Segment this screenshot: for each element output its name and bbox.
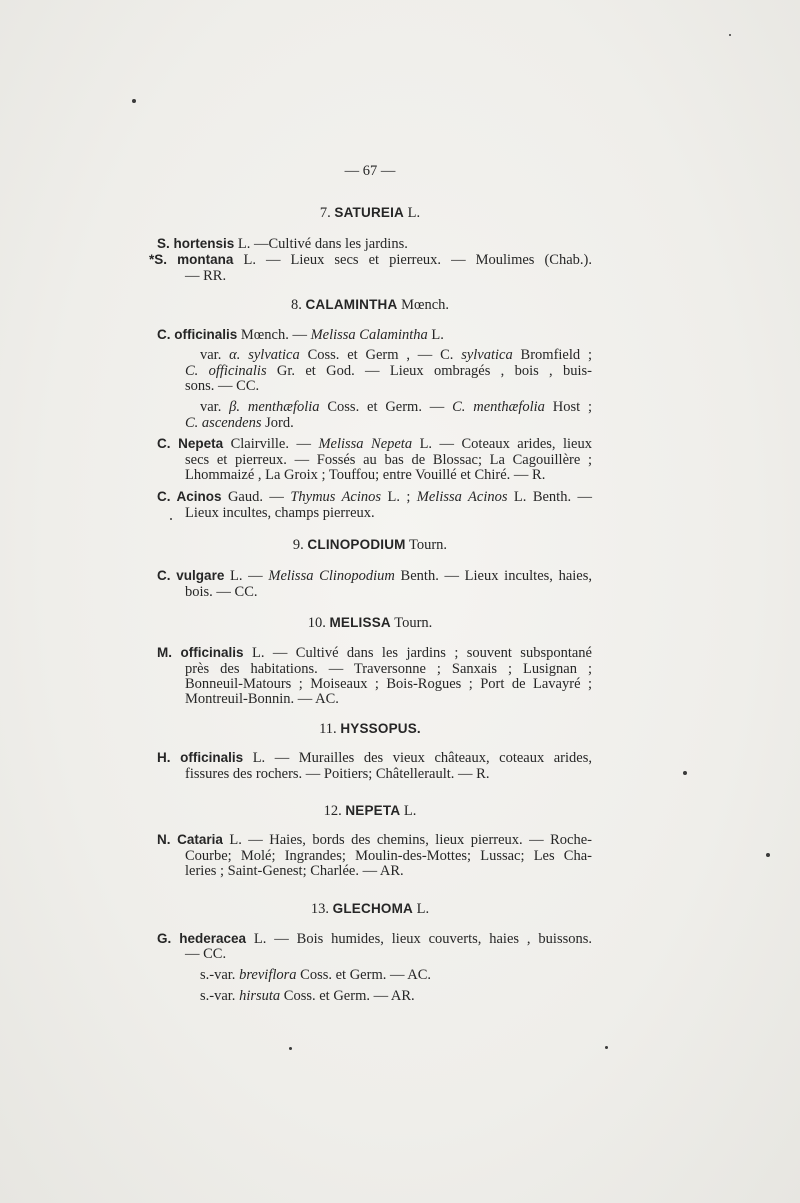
taxon-name: C. Nepeta	[157, 436, 224, 452]
genus-section-calamintha	[157, 297, 592, 521]
species-entry	[157, 645, 592, 708]
genus-author: Tourn.	[394, 614, 433, 631]
taxon-name: S. hortensis	[157, 235, 235, 251]
taxon-name: C. Acinos	[157, 489, 222, 505]
entry-text: L.	[427, 326, 444, 343]
text-line	[157, 750, 592, 766]
genus-section-hyssopus	[157, 721, 592, 782]
entry-text: Jord.	[261, 414, 294, 431]
entry-text: L. — Haies, bords des chemins, lieux pierreux. — Roche-	[222, 832, 592, 849]
entry-text: L. — Coteaux arides, lieux	[412, 436, 592, 453]
genus-name: CLINOPODIUM	[307, 537, 406, 552]
paper-speck	[132, 99, 136, 103]
italic-name: sylvatica	[461, 347, 513, 364]
genus-author: Tourn.	[409, 537, 448, 553]
entry-text: Gaud. —	[221, 489, 291, 506]
italic-name: α. sylvatica	[229, 347, 300, 364]
genus-number: 12.	[323, 802, 342, 819]
text-line	[157, 645, 592, 661]
text-line	[157, 436, 592, 452]
text-line	[157, 947, 592, 962]
genus-section-nepeta	[157, 803, 592, 880]
entry-text: — CC.	[185, 946, 227, 963]
entry-text: sons. — CC.	[185, 378, 260, 395]
entry-text: L. Benth. —	[507, 489, 592, 506]
genus-author: L.	[416, 901, 430, 918]
italic-name: C. menthæfolia	[452, 399, 545, 416]
species-entry	[157, 750, 592, 782]
text-line	[157, 568, 592, 584]
text-line	[157, 585, 592, 600]
genus-number: 9.	[292, 537, 304, 553]
italic-name: Melissa Clinopodium	[268, 568, 395, 585]
text-line	[157, 662, 592, 677]
taxon-name: C. officinalis	[157, 326, 238, 342]
taxon-name: C. vulgare	[157, 568, 225, 584]
text-line	[157, 677, 592, 692]
page-content	[149, 163, 593, 1005]
genus-section-satureia	[149, 205, 592, 284]
text-line	[157, 931, 592, 947]
entry-text: Lhommaizé , La Groix ; Touffou; entre Vouillé et Chiré. — R.	[185, 467, 546, 484]
italic-name: breviflora	[239, 967, 297, 984]
genus-heading	[157, 615, 592, 631]
genus-author: Mœnch.	[401, 297, 450, 314]
genus-name: SATUREIA	[334, 205, 404, 220]
entry-text: Lieux incultes, champs pierreux.	[185, 504, 375, 521]
italic-name: hirsuta	[239, 988, 281, 1005]
paper-speck	[729, 34, 731, 36]
genus-name: CALAMINTHA	[305, 297, 398, 313]
text-line	[157, 989, 592, 1004]
taxon-name: N. Cataria	[157, 832, 223, 848]
entry-text: Bromfield ;	[512, 347, 592, 364]
entry-text: s.-var.	[200, 988, 240, 1005]
text-line	[157, 832, 592, 848]
entry-text: Gr. et God. — Lieux ombragés , bois , buis-	[266, 362, 592, 379]
genus-heading	[157, 205, 592, 221]
paper-speck	[289, 1047, 292, 1050]
entry-text: L. — Cultivé dans les jardins ; souvent subspontané	[243, 645, 592, 662]
italic-name: β. menthæfolia	[229, 399, 320, 416]
text-line	[157, 327, 592, 343]
genus-number: 13.	[310, 901, 330, 918]
paper-speck	[605, 1046, 608, 1049]
entry-text: L. — Bois humides, lieux couverts, haies , buissons.	[246, 931, 592, 947]
entry-text: Coss. et Germ. —	[319, 399, 453, 416]
entry-text: L. —Cultivé dans les jardins.	[234, 235, 408, 252]
genus-name: MELISSA	[329, 614, 391, 630]
genus-author: L.	[403, 802, 417, 819]
species-entry	[157, 489, 592, 521]
entry-text: Clairville. —	[223, 436, 319, 453]
genus-section-glechoma	[157, 901, 592, 1005]
entry-text: L. —	[224, 568, 269, 585]
entry-text: s.-var.	[200, 967, 240, 984]
text-line	[157, 849, 592, 864]
variety-entry	[157, 400, 592, 431]
text-line	[157, 453, 592, 468]
genus-number: 10.	[307, 614, 326, 631]
text-line	[157, 767, 592, 782]
page-number: — 67 —	[344, 163, 396, 179]
entry-text: Coss. et Germ. — AR.	[280, 988, 415, 1005]
taxon-name: G. hederacea	[157, 931, 247, 946]
entry-text: Montreuil-Bonnin. — AC.	[185, 691, 339, 708]
genus-name: GLECHOMA	[332, 901, 413, 917]
entry-text: secs et pierreux. — Fossés au bas de Blossac; La Cagouillère ;	[185, 451, 592, 468]
genus-heading	[157, 297, 592, 313]
taxon-name: *S. montana	[149, 252, 234, 268]
italic-name: C. officinalis	[185, 362, 267, 379]
entry-text: Mœnch. —	[237, 326, 311, 343]
text-line	[157, 364, 592, 379]
text-line	[157, 692, 592, 707]
entry-text: Benth. — Lieux incultes, haies,	[394, 568, 592, 585]
species-entry	[157, 931, 592, 963]
text-line	[157, 348, 592, 363]
text-line	[157, 379, 592, 394]
entry-text: Coss. et Germ , — C.	[299, 347, 462, 364]
species-entry	[157, 436, 592, 483]
species-entry	[157, 832, 592, 879]
italic-name: Melissa Calamintha	[310, 326, 428, 343]
genus-author: L.	[407, 205, 421, 221]
italic-name: Melissa Acinos	[416, 489, 508, 506]
paper-speck	[683, 771, 687, 775]
species-entry	[157, 568, 592, 600]
genus-name: NEPETA	[345, 802, 401, 818]
text-line	[157, 236, 592, 252]
entry-text: — RR.	[185, 267, 227, 284]
text-line	[157, 416, 592, 431]
genus-number: 11.	[319, 720, 337, 737]
genus-section-clinopodium	[157, 537, 592, 600]
text-line	[157, 864, 592, 879]
entry-text: L. — Lieux secs et pierreux. — Moulimes (Chab.).	[233, 252, 592, 269]
entry-text: leries ; Saint-Genest; Charlée. — AR.	[185, 863, 404, 880]
italic-name: Thymus Acinos	[290, 489, 382, 506]
text-line	[157, 269, 592, 284]
genus-number: 7.	[319, 205, 331, 221]
entry-text: var.	[200, 399, 230, 416]
entry-text: fissures des rochers. — Poitiers; Châtellerault. — R.	[185, 765, 490, 782]
entry-text: var.	[200, 347, 230, 364]
text-line	[157, 468, 592, 483]
genus-heading	[157, 803, 592, 819]
entry-text: Host ;	[544, 399, 593, 416]
entry-text: Courbe; Molé; Ingrandes; Moulin-des-Mottes; Lussac; Les Cha-	[185, 847, 592, 864]
variety-entry	[157, 968, 592, 983]
paper-speck	[766, 853, 770, 857]
genus-name: HYSSOPUS.	[340, 720, 421, 736]
genus-heading	[157, 537, 592, 553]
genus-number: 8.	[290, 297, 302, 314]
species-entry	[157, 236, 592, 252]
text-line	[157, 400, 592, 415]
species-entry	[149, 252, 592, 284]
taxon-name: H. officinalis	[157, 750, 244, 766]
entry-text: L. ;	[381, 489, 417, 506]
entry-text: bois. — CC.	[185, 583, 258, 600]
entry-text: Coss. et Germ. — AC.	[296, 967, 432, 984]
text-line	[157, 968, 592, 983]
species-entry	[157, 327, 592, 343]
taxon-name: M. officinalis	[157, 645, 244, 661]
text-line	[157, 506, 592, 521]
genus-heading	[157, 721, 592, 737]
genus-section-melissa	[157, 615, 592, 708]
variety-entry	[157, 989, 592, 1004]
text-line	[157, 489, 592, 505]
text-line	[149, 252, 592, 269]
entry-text: près des habitations. — Traversonne ; Sanxais ; Lusignan ;	[185, 660, 592, 677]
genus-heading	[157, 901, 592, 917]
variety-entry	[157, 348, 592, 394]
italic-name: Melissa Nepeta	[318, 436, 413, 453]
entry-text: L. — Murailles des vieux châteaux, coteaux arides,	[243, 750, 592, 767]
italic-name: C. ascendens	[185, 414, 262, 431]
entry-text: Bonneuil-Matours ; Moiseaux ; Bois-Rogues ; Port de Lavayré ;	[185, 675, 592, 692]
